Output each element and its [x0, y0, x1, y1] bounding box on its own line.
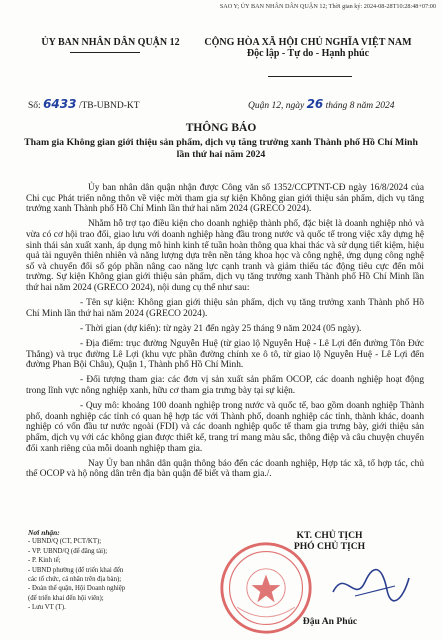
body-paragraph: - Tên sự kiện: Không gian giới thiệu sản phẩm, dịch vụ tăng trưởng xanh Thành phố Hồ Chí Minh lần thứ hai năm 2024 (GRECO 2024).: [26, 298, 424, 319]
body-paragraph: Ủy ban nhân dân quận nhận được Công văn số 1352/CCPTNT-CĐ ngày 16/8/2024 của Chi cục Phát triển nông thôn về việc mời tham gia sự kiện Không gian giới thiệu sản phẩm, dịch vụ tăng trưởng xanh Thành phố Hồ Chí Minh lần thứ hai năm 2024 (GRECO 2024).: [26, 183, 424, 215]
body-paragraph: - Quy mô: khoảng 100 doanh nghiệp trong nước và quốc tế, bao gồm doanh nghiệp Thành phố, doanh nghiệp các tỉnh có quan hệ hợp tác với Thành phố, doanh nghiệp các tỉnh, thành khác, doanh nghiệp có vốn đầu tư nước ngoài (FDI) và các doanh nghiệp quốc tế tham gia trưng bày, giới thiệu sản phẩm, dịch vụ với các không gian được thiết kế, trang trí mang màu sắc, thông điệp và câu chuyện chuyển đổi xanh riêng của mỗi doanh nghiệp tham gia.: [26, 401, 424, 454]
recipient-item: - Đoàn thể quận, Hội Doanh nghiệp (để triển khai đến hội viên);: [28, 585, 126, 602]
recipient-item: - Lưu VT (T).: [28, 604, 66, 612]
handwritten-signature-icon: [325, 560, 415, 610]
body-paragraph: - Địa điểm: trục đường Nguyễn Huệ (từ giao lộ Nguyễn Huệ - Lê Lợi đến đường Tôn Đức Thắng) và trục đường Lê Lợi (khu vực phần đường chính xe ô tô, từ giao lộ Nguyễn Huệ - Lê Lợi đến đường Phan Bội Châu), Quận 1, Thành phố Hồ Chí Minh.: [26, 339, 424, 371]
doc-number-suffix: /TB-UBND-KT: [76, 101, 140, 111]
document-body: [26, 183, 424, 485]
date-suffix: tháng 8 năm 2024: [323, 101, 395, 111]
body-paragraph: - Thời gian (dự kiến): từ ngày 21 đến ngày 25 tháng 9 năm 2024 (05 ngày).: [80, 323, 362, 334]
recipient-item: - P. Kinh tế;: [28, 557, 61, 565]
recipients-heading: Nơi nhận:: [28, 528, 60, 537]
recipient-item: - UBND/Q (CT, PCT/KT);: [28, 538, 102, 546]
document-number: [28, 97, 140, 111]
signature-block: [232, 530, 427, 552]
country-name: CỘNG HÒA XÃ HỘI CHỦ NGHĨA VIỆT NAM: [204, 37, 412, 48]
national-motto: Độc lập - Tự do - Hạnh phúc: [246, 48, 370, 59]
recipient-item: - VP. UBND/Q (để đăng tải);: [28, 547, 108, 555]
recipient-item: - UBND phường (để triển khai đến các tổ chức, cá nhân trên địa bàn);: [28, 566, 124, 584]
issue-date: [248, 97, 395, 111]
signature-position: PHÓ CHỦ TỊCH: [293, 541, 366, 552]
body-paragraph: Nhằm hỗ trợ tạo điều kiện cho doanh nghiệp thành phố, đặc biệt là doanh nghiệp nhỏ và vừa có cơ hội trao đổi, giao lưu với doanh nghiệp hàng đầu trong nước và quốc tế trong việc xây dựng hệ sinh thái sản xuất xanh, áp dụng mô hình kinh tế tuần hoàn thông qua khai thác và sử dụng tiết kiệm, hiệu quả tài nguyên thiên nhiên và năng lượng dựa trên nền tảng khoa học và công nghệ, ứng dụng công nghệ số và chuyển đổi số góp phần nâng cao năng lực cạnh tranh và giảm thiểu tác động tiêu cực đến môi trường. Sự kiện Không gian giới thiệu sản phẩm, dịch vụ tăng trưởng xanh Thành phố Hồ Chí Minh lần thứ hai năm 2024 (GRECO 2024), nội dung cụ thể như sau:: [26, 219, 424, 293]
issuer-underline: [70, 52, 140, 53]
motto-underline: [268, 76, 352, 77]
body-paragraph: Nay Ủy ban nhân dân quận thông báo đến các doanh nghiệp, Hợp tác xã, tổ hợp tác, chủ thể OCOP và hộ nông dân trên địa bàn quận để biết và tham gia./.: [26, 458, 424, 480]
document-subtitle: Tham gia Không gian giới thiệu sản phẩm, dịch vụ tăng trưởng xanh Thành phố Hồ Chí Minh lần thứ hai năm 2024: [24, 137, 418, 160]
signer-name: Đậu An Phúc: [302, 616, 358, 627]
signature-on-behalf: KT. CHỦ TỊCH: [296, 530, 363, 541]
digital-signature-stamp-line: SAO Y; ỦY BAN NHÂN DÂN QUẬN 12; Thời gian ký: 2024-08-28T10:28:48+07:00: [219, 3, 436, 10]
doc-number-handwritten: 6433: [43, 97, 77, 111]
recipients-list: [28, 528, 128, 613]
issuer-name: ỦY BAN NHÂN DÂN QUẬN 12: [41, 37, 180, 48]
doc-number-prefix: Số:: [28, 101, 44, 111]
national-header: [190, 37, 426, 59]
date-day-handwritten: 26: [306, 97, 324, 111]
date-prefix: Quận 12, ngày: [248, 101, 307, 111]
document-title: THÔNG BÁO: [185, 122, 257, 134]
body-paragraph: - Đối tượng tham gia: các đơn vị sản xuất sản phẩm OCOP, các doanh nghiệp hoạt động trong lĩnh vực nông nghiệp xanh, hữu cơ tham gia trưng bày tại sự kiện.: [26, 375, 424, 397]
